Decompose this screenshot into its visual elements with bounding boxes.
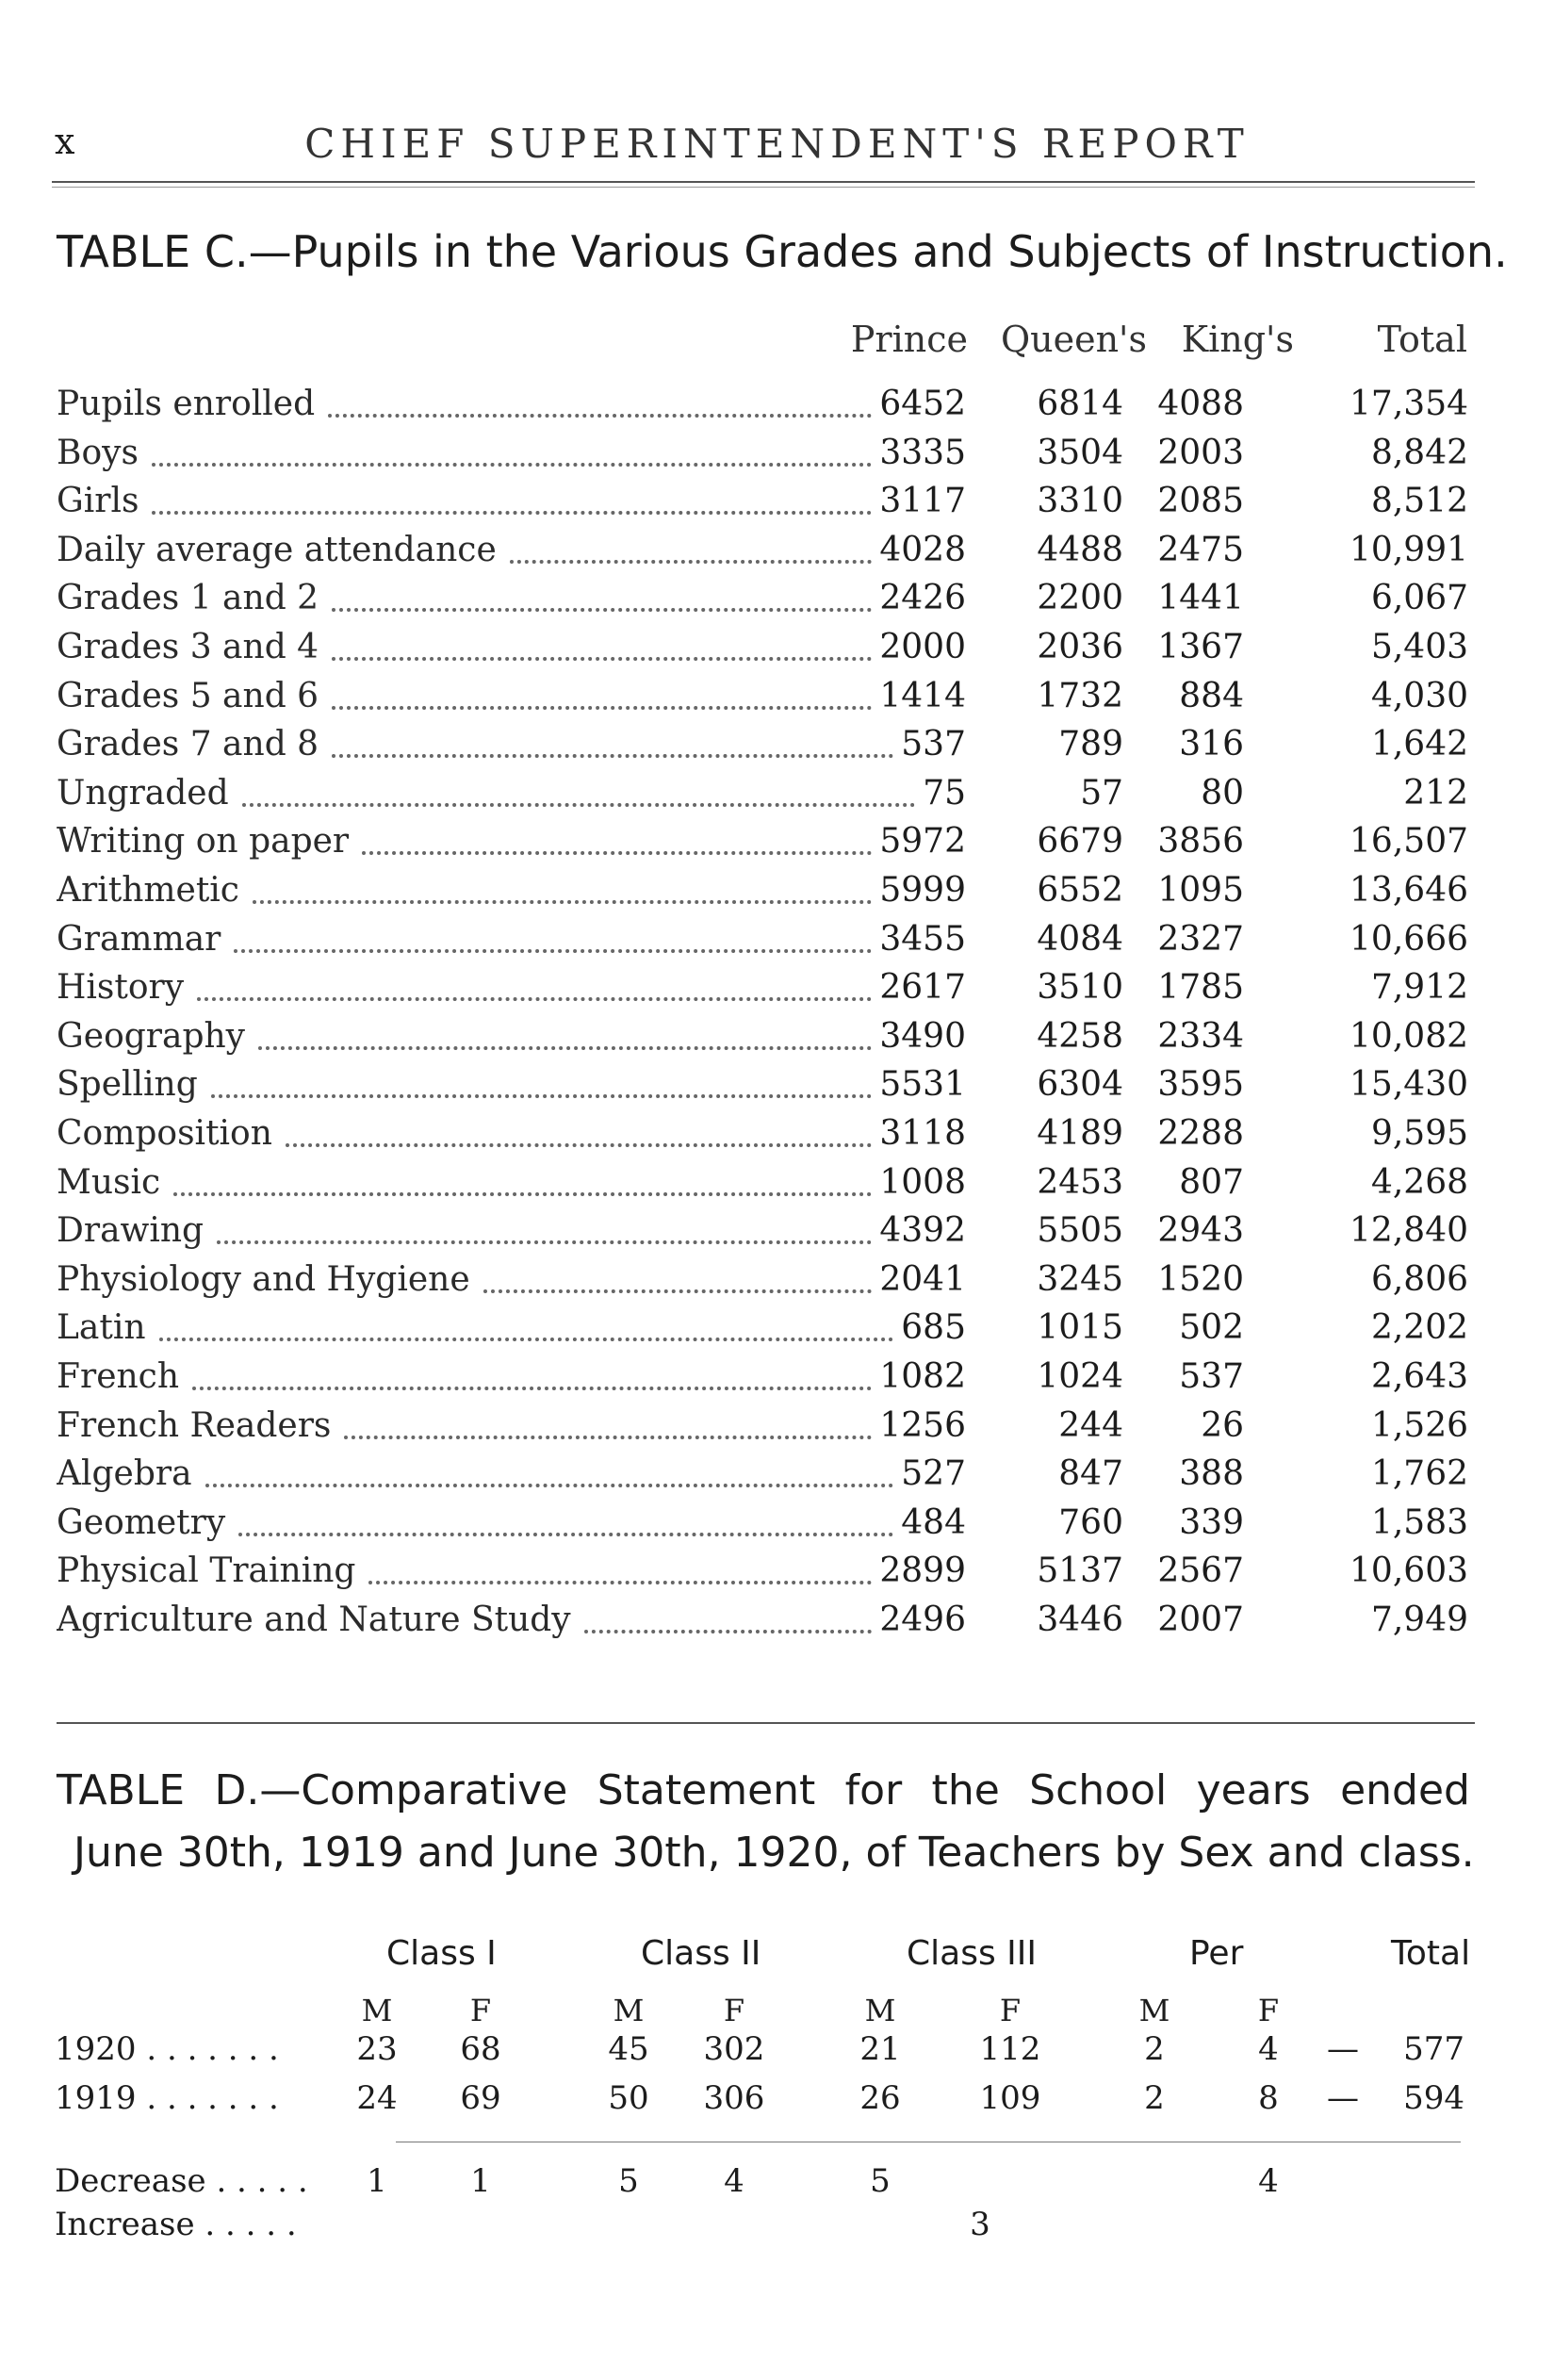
table-c-cell-kings: 316 [1179,725,1244,764]
table-d-cell: 306 [703,2079,765,2117]
table-d-cell: 45 [608,2030,649,2068]
table-c-cell-prince: 6452 [879,385,966,423]
table-c-title: TABLE C.—Pupils in the Various Grades and Subjects of Instruction. [57,226,1508,277]
table-c-cell-kings: 3856 [1157,822,1244,862]
table-c-cell-kings: 388 [1179,1454,1244,1494]
table-c-cell-prince: 3490 [879,1016,966,1056]
table-c-cell-queens: 5137 [1037,1551,1123,1591]
dot-leader [211,1094,872,1098]
table-c-cell-prince: 484 [901,1502,966,1542]
table-c-row-label: Physiology and Hygiene [57,1259,470,1299]
group-header-class-1: Class I [386,1934,497,1973]
table-c-cell-queens: 3504 [1037,433,1123,472]
dot-leader [286,1143,872,1147]
table-c-cell-queens: 4189 [1037,1114,1123,1153]
table-c-cell-queens: 6679 [1037,822,1123,862]
table-c-row-label: Spelling [57,1065,198,1105]
dot-leader [173,1192,872,1196]
group-header-per: Per [1189,1934,1244,1973]
sub-header-m: M [613,1993,645,2028]
table-c-cell-prince: 4028 [879,530,966,569]
table-c-cell-kings: 884 [1179,676,1244,715]
table-c-cell-queens: 1732 [1037,676,1123,715]
table-c-cell-kings: 339 [1179,1502,1244,1542]
table-c-cell-total: 2,643 [1370,1357,1468,1396]
dot-leader [192,1387,872,1390]
table-c-cell-total: 6,806 [1370,1259,1468,1299]
table-c-cell-prince: 2000 [879,628,966,666]
table-c-cell-total: 10,082 [1350,1016,1468,1056]
table-c-cell-total: 10,991 [1350,530,1468,569]
dot-leader [258,1046,872,1050]
table-c-cell-queens: 1015 [1037,1308,1123,1348]
table-d-row-label: 1920 . . . . . . . [55,2030,279,2068]
dot-leader [332,754,893,758]
table-c-cell-queens: 3245 [1037,1259,1123,1299]
table-c-row-label: Grades 7 and 8 [57,725,319,764]
decrease-label: Decrease . . . . . [55,2162,308,2200]
page-number: x [55,121,75,162]
table-d-cell: 24 [356,2079,398,2117]
dot-leader [362,851,872,855]
table-c-cell-total: 1,526 [1370,1405,1468,1445]
table-c-cell-prince: 685 [901,1308,966,1348]
running-title: CHIEF SUPERINTENDENT'S REPORT [304,121,1250,167]
table-c-row-label: Arithmetic [57,871,239,910]
table-c-cell-queens: 5505 [1037,1211,1123,1251]
table-c-cell-prince: 5972 [879,822,966,862]
table-c-cell-total: 13,646 [1350,871,1468,910]
table-c-cell-prince: 527 [901,1454,966,1494]
table-c-cell-prince: 75 [923,773,966,812]
dot-leader [152,463,872,467]
table-c-cell-prince: 1256 [879,1405,966,1445]
table-c-cell-prince: 2617 [879,968,966,1008]
table-d-title-line2: June 30th, 1919 and June 30th, 1920, of Teachers by Sex and class. [74,1829,1475,1877]
dot-leader [332,608,872,612]
table-c-row-label: Agriculture and Nature Study [57,1600,571,1639]
table-c-cell-kings: 2567 [1157,1551,1244,1591]
table-d-cell: 23 [356,2030,398,2068]
group-header-total: Total [1391,1934,1471,1973]
table-d-cell: 26 [859,2079,901,2117]
table-c-cell-kings: 2943 [1157,1211,1244,1251]
table-d-cell: 112 [979,2030,1041,2068]
table-c-cell-total: 1,583 [1370,1502,1468,1542]
table-d-dash: — [1327,2030,1359,2068]
dot-leader [328,414,872,418]
table-c-cell-total: 7,912 [1370,968,1468,1008]
dot-leader [152,511,872,515]
table-d-cell: 2 [1144,2079,1165,2117]
sub-header-f: F [723,1993,745,2028]
section-rule [57,1722,1475,1724]
sub-header-f: F [469,1993,492,2028]
table-c-cell-total: 15,430 [1350,1065,1468,1105]
table-c-row-label: Geometry [57,1502,226,1542]
table-c-cell-prince: 2041 [879,1259,966,1299]
table-c-cell-kings: 2288 [1157,1114,1244,1153]
table-c-cell-prince: 2899 [879,1551,966,1591]
table-c-cell-total: 1,762 [1370,1454,1468,1494]
dot-leader [159,1338,893,1341]
decrease-cell: 1 [470,2162,491,2200]
table-c-row-label: Drawing [57,1211,204,1251]
table-c-row-label: Physical Training [57,1551,356,1591]
table-c-row-label: Ungraded [57,773,229,812]
table-c-cell-kings: 537 [1179,1357,1244,1396]
table-c-cell-prince: 3335 [879,433,966,472]
table-c-row-label: Grammar [57,919,221,959]
table-c-cell-kings: 1441 [1157,579,1244,618]
decrease-cell: 4 [724,2162,744,2200]
table-d-cell: 109 [979,2079,1041,2117]
table-d-total: 577 [1403,2030,1464,2068]
dot-leader [197,997,872,1001]
table-c-cell-kings: 2085 [1157,482,1244,521]
sub-header-f: F [999,1993,1022,2028]
table-c-cell-kings: 2007 [1157,1600,1244,1639]
table-d-row-label: 1919 . . . . . . . [55,2079,279,2117]
table-c-row-label: French Readers [57,1405,332,1445]
table-c-cell-total: 2,202 [1370,1308,1468,1348]
table-c-cell-prince: 5531 [879,1065,966,1105]
decrease-cell: 1 [367,2162,387,2200]
dot-leader [242,803,915,807]
sub-header-m: M [864,1993,896,2028]
table-c-row-label: Geography [57,1016,246,1056]
table-c-row-label: Composition [57,1114,272,1153]
table-c-cell-kings: 1367 [1157,628,1244,666]
table-c-cell-queens: 4084 [1037,919,1123,959]
decrease-cell: 4 [1258,2162,1279,2200]
table-c-cell-queens: 847 [1058,1454,1123,1494]
col-head-prince: Prince [850,319,968,360]
table-c-cell-prince: 537 [901,725,966,764]
table-d-cell: 2 [1144,2030,1165,2068]
dot-leader [483,1289,872,1293]
table-d-cell: 69 [460,2079,501,2117]
table-c-row-label: Grades 1 and 2 [57,579,319,618]
table-c-cell-queens: 6814 [1037,385,1123,423]
table-c-row-label: Algebra [57,1454,192,1494]
table-d-cell: 302 [703,2030,765,2068]
group-header-class-3: Class III [907,1934,1038,1973]
sub-header-m: M [361,1993,393,2028]
increase-cell: 3 [970,2206,990,2243]
table-d-cell: 68 [460,2030,501,2068]
table-c-cell-kings: 807 [1179,1162,1244,1202]
table-c-cell-total: 4,268 [1370,1162,1468,1202]
table-c-cell-prince: 5999 [879,871,966,910]
table-c-cell-total: 16,507 [1350,822,1468,862]
dot-leader [234,949,872,953]
table-c-cell-kings: 1785 [1157,968,1244,1008]
dot-leader [332,657,872,661]
table-c-cell-total: 10,603 [1350,1551,1468,1591]
table-c-cell-kings: 26 [1201,1405,1244,1445]
table-c-cell-queens: 1024 [1037,1357,1123,1396]
table-c-cell-kings: 2003 [1157,433,1244,472]
table-c-cell-prince: 1414 [879,676,966,715]
table-c-row-label: History [57,968,185,1008]
table-c-cell-prince: 3455 [879,919,966,959]
table-d-cell: 4 [1258,2030,1279,2068]
table-c-cell-total: 10,666 [1350,919,1468,959]
table-c-row-label: Pupils enrolled [57,385,316,423]
table-c-cell-queens: 3510 [1037,968,1123,1008]
table-c-row-label: Latin [57,1308,146,1348]
table-c-row-label: French [57,1357,180,1396]
sub-header-m: M [1138,1993,1170,2028]
col-head-queens: Queen's [1000,319,1147,360]
table-c-cell-total: 4,030 [1370,676,1468,715]
table-d-total: 594 [1403,2079,1464,2117]
table-c-row-label: Grades 5 and 6 [57,676,319,715]
dot-leader [238,1533,893,1536]
table-c-cell-queens: 6304 [1037,1065,1123,1105]
dot-leader [205,1484,893,1487]
table-c-cell-prince: 1082 [879,1357,966,1396]
sub-header-f: F [1257,1993,1280,2028]
table-c-cell-queens: 57 [1080,773,1123,812]
table-d-cell: 8 [1258,2079,1279,2117]
dot-leader [217,1240,872,1244]
table-c-cell-kings: 3595 [1157,1065,1244,1105]
table-c-cell-queens: 4488 [1037,530,1123,569]
table-c-cell-kings: 1095 [1157,871,1244,910]
table-c-row-label: Grades 3 and 4 [57,628,319,666]
table-c-cell-prince: 2426 [879,579,966,618]
table-c-cell-total: 8,842 [1370,433,1468,472]
header-rule-thin [52,187,1475,188]
table-c-cell-total: 12,840 [1350,1211,1468,1251]
table-c-row-label: Daily average attendance [57,530,497,569]
table-c-cell-prince: 1008 [879,1162,966,1202]
table-c-cell-total: 17,354 [1350,385,1468,423]
table-d-title-line1: TABLE D.—Comparative Statement for the School years ended [57,1766,1470,1814]
table-c-cell-total: 6,067 [1370,579,1468,618]
table-c-cell-kings: 2475 [1157,530,1244,569]
table-c-cell-prince: 3117 [879,482,966,521]
table-c-row-label: Writing on paper [57,822,350,862]
table-c-cell-kings: 80 [1201,773,1244,812]
increase-label: Increase . . . . . [55,2206,297,2243]
table-d-cell: 50 [608,2079,649,2117]
table-c-cell-kings: 2327 [1157,919,1244,959]
table-c-cell-total: 9,595 [1370,1114,1468,1153]
table-c-row-label: Girls [57,482,139,521]
table-c-cell-total: 212 [1403,773,1468,812]
dot-leader [332,706,872,710]
table-d-dash: — [1327,2079,1359,2117]
table-c-cell-queens: 3310 [1037,482,1123,521]
table-c-cell-kings: 1520 [1157,1259,1244,1299]
table-c-cell-queens: 760 [1058,1502,1123,1542]
table-c-cell-total: 5,403 [1370,628,1468,666]
dot-leader [253,900,872,904]
table-c-cell-total: 1,642 [1370,725,1468,764]
col-head-kings: King's [1181,319,1294,360]
table-c-cell-queens: 3446 [1037,1600,1123,1639]
decrease-cell: 5 [618,2162,639,2200]
table-c-cell-prince: 4392 [879,1211,966,1251]
table-c-row-label: Music [57,1162,161,1202]
table-c-cell-total: 8,512 [1370,482,1468,521]
table-c-cell-queens: 244 [1058,1405,1123,1445]
table-c-cell-queens: 789 [1058,725,1123,764]
group-header-class-2: Class II [641,1934,761,1973]
table-c-cell-prince: 3118 [879,1114,966,1153]
table-c-cell-prince: 2496 [879,1600,966,1639]
table-c-cell-queens: 4258 [1037,1016,1123,1056]
table-c-cell-queens: 6552 [1037,871,1123,910]
dot-leader [368,1581,872,1584]
table-c-cell-kings: 502 [1179,1308,1244,1348]
decrease-cell: 5 [870,2162,891,2200]
dot-leader [344,1436,872,1439]
table-c-cell-total: 7,949 [1370,1600,1468,1639]
table-c-cell-queens: 2453 [1037,1162,1123,1202]
table-c-cell-queens: 2200 [1037,579,1123,618]
table-c-row-label: Boys [57,433,139,472]
header-rule [52,181,1475,183]
table-d-cell: 21 [859,2030,901,2068]
col-head-total: Total [1377,319,1467,360]
table-c-cell-queens: 2036 [1037,628,1123,666]
table-c-cell-kings: 4088 [1157,385,1244,423]
table-c-cell-kings: 2334 [1157,1016,1244,1056]
